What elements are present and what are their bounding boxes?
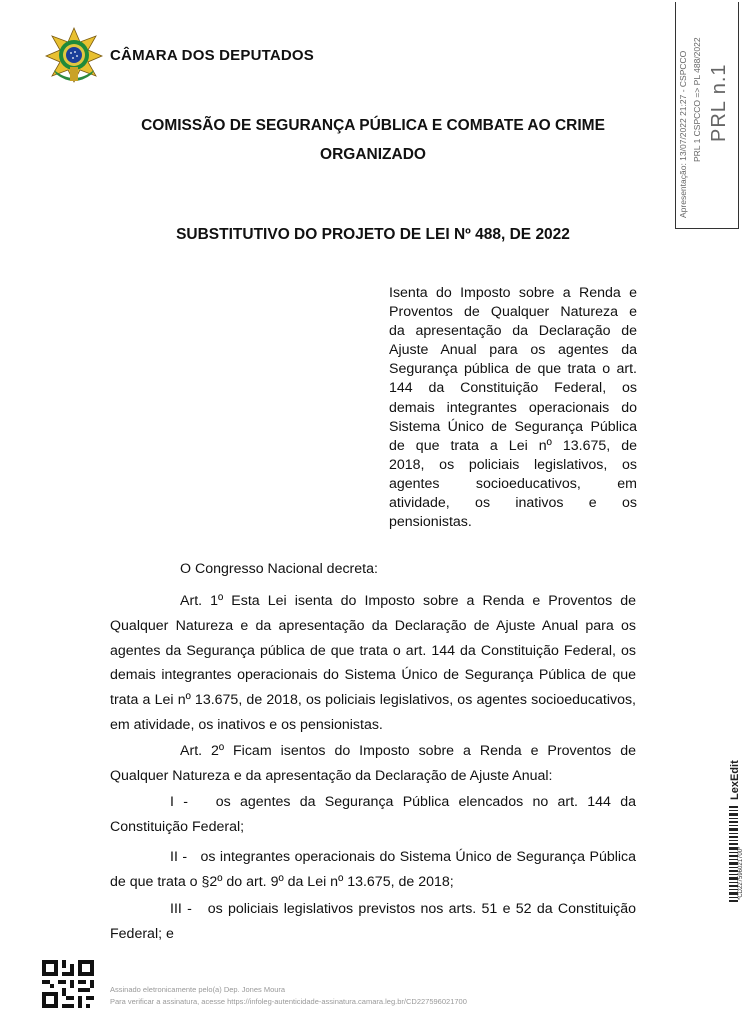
barcode-icon	[729, 806, 738, 904]
decree-line: O Congresso Nacional decreta:	[180, 561, 378, 577]
brazil-coat-of-arms-icon	[44, 26, 104, 84]
article-2-item-3	[110, 897, 636, 947]
signature-note: Assinado eletronicamente pelo(a) Dep. Jones Moura	[110, 985, 286, 994]
committee-title-line1: COMISSÃO DE SEGURANÇA PÚBLICA E COMBATE AO CRIME	[141, 117, 605, 134]
lexedit-barcode	[728, 748, 744, 904]
item-2-number: II -	[170, 849, 188, 865]
summary-line: Sistema Único de Segurança Pública	[389, 418, 637, 435]
lexedit-brand: LexEdit	[729, 760, 741, 800]
article-2-item-1	[110, 790, 636, 840]
summary-line: 2018, os policiais legislativos, os	[389, 456, 637, 473]
summary-line: Isenta do Imposto sobre a Renda e	[389, 285, 637, 301]
article-2-text: Art. 2º Ficam isentos do Imposto sobre a Renda e Proventos de Qualquer Natureza e da apresentação da Declaração de Ajuste Anual:	[110, 743, 636, 784]
presentation-stamp	[675, 2, 739, 229]
summary-line: atividade, os inativos e os	[389, 495, 637, 512]
summary-line: Ajuste Anual para os agentes da	[389, 342, 637, 359]
summary-line: Segurança pública de que trata o art.	[389, 361, 637, 378]
item-1-text: os agentes da Segurança Pública elencados no art. 144 da Constituição Federal;	[110, 794, 636, 835]
qr-code-icon[interactable]	[42, 960, 94, 1008]
summary-line: demais integrantes operacionais do	[389, 399, 637, 416]
stamp-presentation: Apresentação: 13/07/2022 21:27 - CSPCCO	[678, 50, 688, 218]
article-1	[110, 589, 636, 738]
barcode-code: *CD227596021700*	[738, 846, 744, 900]
summary-line: 144 da Constituição Federal, os	[389, 380, 637, 397]
item-3-number: III -	[170, 901, 192, 917]
verification-link[interactable]: Para verificar a assinatura, acesse https://infoleg-autenticidade-assinatura.camara.leg.br/CD227596021700	[110, 997, 467, 1006]
summary-line: de que trata a Lei nº 13.675, de	[389, 437, 637, 454]
article-1-text: Art. 1º Esta Lei isenta do Imposto sobre a Renda e Proventos de Qualquer Natureza e da apresentação da Declaração de Ajuste Anual para os agentes da Segurança pública de que trata o art. 144 da Constituição Federal, os demais integrantes operacionais do Sistema Único de Segurança Pública de que trata a Lei nº 13.675, de 2018, os policiais legislativos, os agentes socioeducativos, em atividade, os inativos e os pensionistas.	[110, 593, 636, 733]
article-2-item-2	[110, 845, 636, 895]
item-3-text: os policiais legislativos previstos nos arts. 51 e 52 da Constituição Federal; e	[110, 901, 636, 942]
summary-line: da apresentação da Declaração de	[389, 323, 637, 340]
item-2-text: os integrantes operacionais do Sistema Único de Segurança Pública de que trata o §2º do art. 9º da Lei nº 13.675, de 2018;	[110, 849, 637, 890]
summary-line: Proventos de Qualquer Natureza e	[389, 304, 637, 321]
stamp-code: PRL n.1	[708, 63, 730, 142]
summary-block	[389, 284, 637, 532]
institution-name: CÂMARA DOS DEPUTADOS	[110, 47, 315, 64]
item-1-number: I -	[170, 794, 188, 810]
article-2	[110, 739, 636, 789]
stamp-reference: PRL 1 CSPCCO => PL 488/2022	[692, 37, 702, 162]
document-title: SUBSTITUTIVO DO PROJETO DE LEI Nº 488, DE 2022	[176, 226, 570, 243]
summary-line: agentes socioeducativos, em	[389, 475, 637, 492]
summary-line: pensionistas.	[389, 514, 472, 531]
committee-title-line2: ORGANIZADO	[320, 146, 426, 163]
